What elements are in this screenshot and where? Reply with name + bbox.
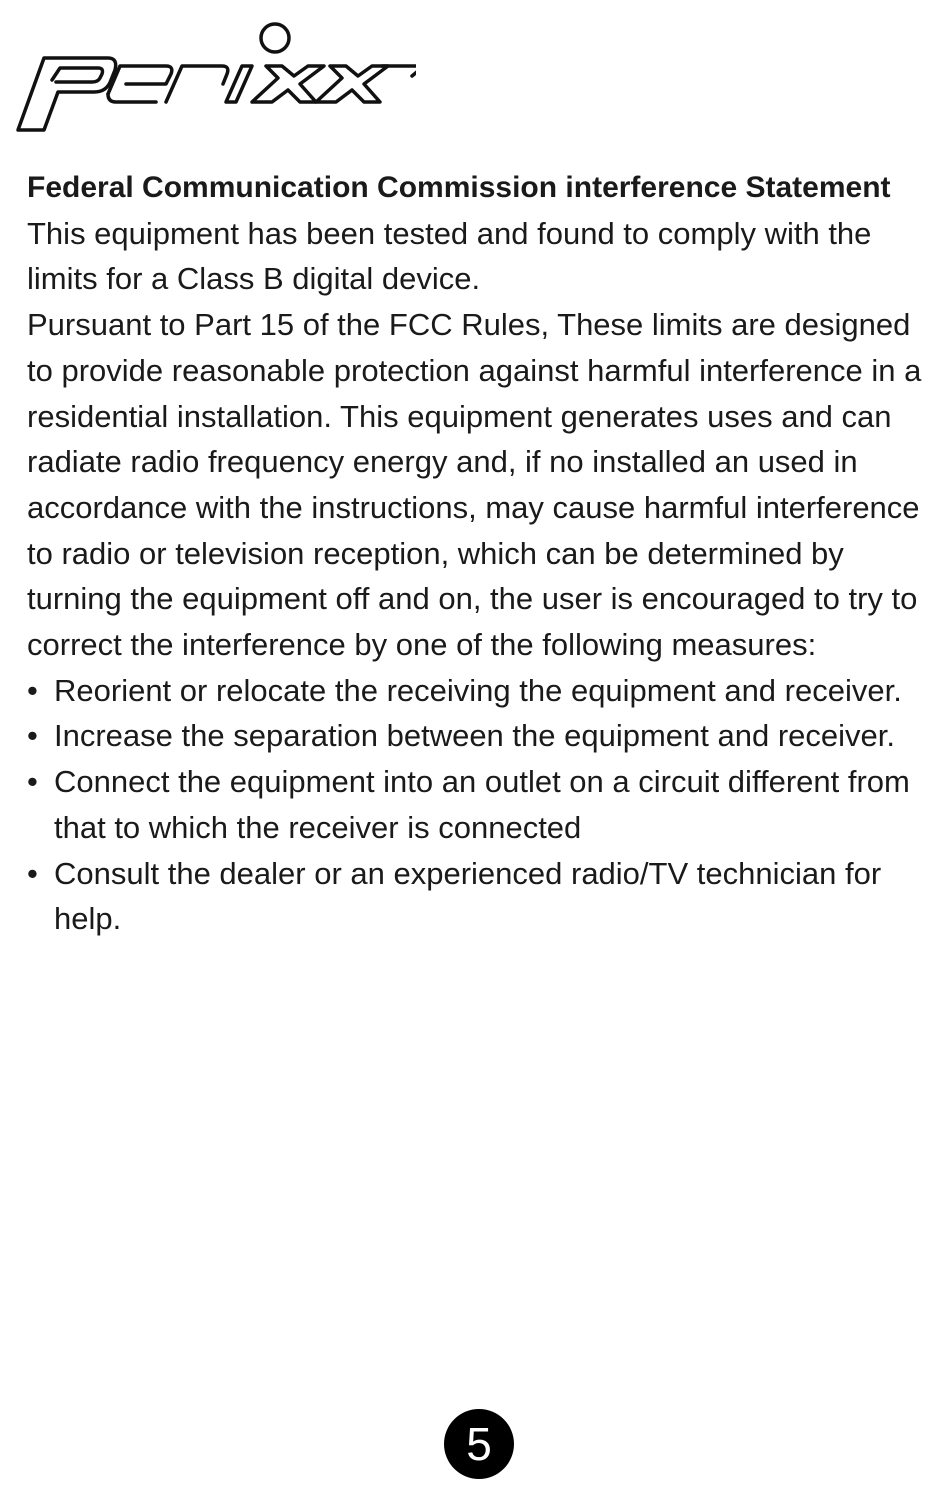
bullet-icon: •	[27, 764, 38, 800]
list-item	[27, 851, 932, 942]
page-number-badge: 5	[444, 1409, 514, 1479]
bullet-icon: •	[27, 718, 38, 754]
list-item-text: Increase the separation between the equipment and receiver.	[54, 718, 895, 754]
bullet-icon: •	[27, 672, 38, 708]
perixx-logo	[16, 18, 416, 138]
list-item	[27, 668, 932, 714]
list-item-text: Reorient or relocate the receiving the equipment and receiver.	[54, 672, 902, 708]
interference-paragraph: Pursuant to Part 15 of the FCC Rules, These limits are designed to provide reasonable protection against harmful interference in a residential installation. This equipment generates uses and can radiate radio frequency energy and, if no installed an used in accordance with the instructions, may cause harmful interference to radio or television reception, which can be determined by turning the equipment off and on, the user is encouraged to try to correct the interference by one of the following measures:	[27, 307, 922, 663]
list-item	[27, 713, 932, 759]
list-item-text: Connect the equipment into an outlet on a circuit different from that to which the receiver is connected	[54, 764, 910, 845]
bullet-icon: •	[27, 855, 38, 891]
compliance-paragraph: This equipment has been tested and found to comply with the limits for a Class B digital device.	[27, 215, 872, 297]
measures-list	[27, 668, 932, 942]
list-item	[27, 759, 932, 850]
fcc-statement	[27, 165, 932, 942]
statement-heading: Federal Communication Commission interference Statement	[27, 171, 891, 204]
list-item-text: Consult the dealer or an experienced radio/TV technician for help.	[54, 855, 882, 937]
